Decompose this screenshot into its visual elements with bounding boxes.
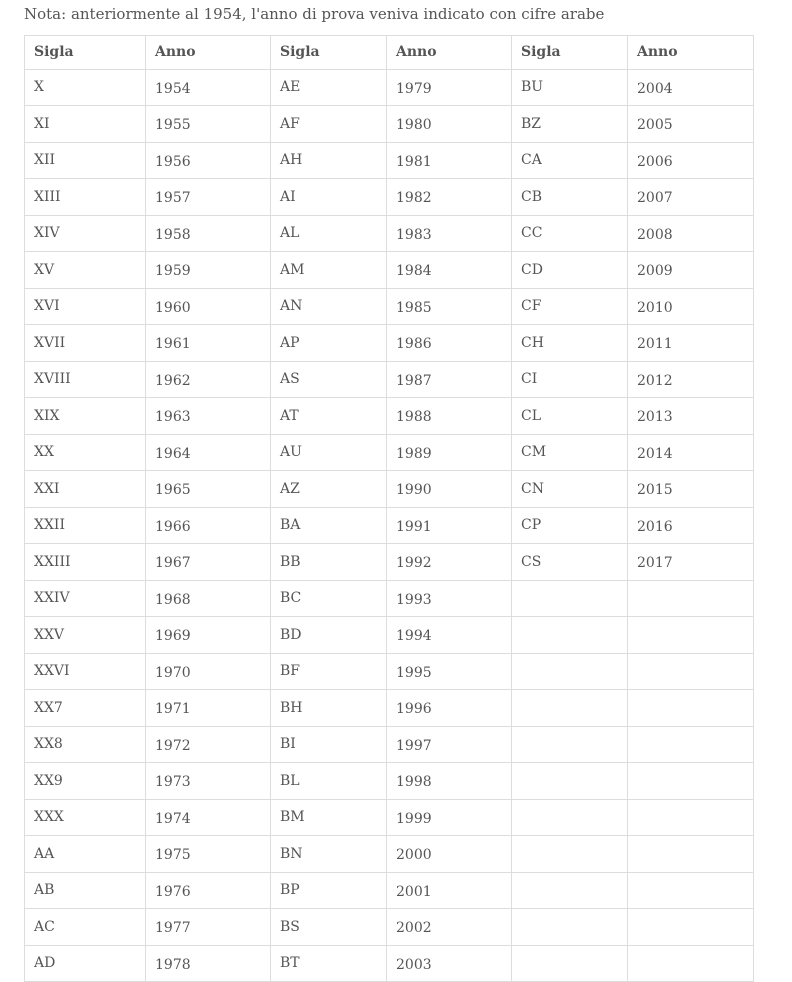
anno-cell: 2002 <box>387 909 512 946</box>
anno-cell: 1986 <box>387 325 512 362</box>
table-row <box>25 836 754 873</box>
anno-cell: 2017 <box>628 544 754 581</box>
anno-cell <box>628 836 754 873</box>
anno-cell: 1995 <box>387 653 512 690</box>
table-header-row <box>25 36 754 70</box>
sigla-cell: AD <box>25 945 146 982</box>
sigla-cell <box>512 690 628 727</box>
sigla-cell: AA <box>25 836 146 873</box>
sigla-cell: BH <box>271 690 387 727</box>
sigla-cell: BZ <box>512 106 628 143</box>
sigla-cell: CH <box>512 325 628 362</box>
sigla-cell: XIX <box>25 398 146 435</box>
anno-cell: 1968 <box>146 580 271 617</box>
sigla-cell <box>512 617 628 654</box>
table-row <box>25 471 754 508</box>
anno-cell: 2013 <box>628 398 754 435</box>
anno-cell: 2007 <box>628 179 754 216</box>
anno-cell <box>628 726 754 763</box>
anno-cell: 1991 <box>387 507 512 544</box>
anno-cell: 1966 <box>146 507 271 544</box>
anno-cell <box>628 763 754 800</box>
sigla-cell: CM <box>512 434 628 471</box>
anno-cell: 1987 <box>387 361 512 398</box>
table-row <box>25 580 754 617</box>
table-body <box>25 69 754 982</box>
anno-cell: 1961 <box>146 325 271 362</box>
sigla-cell: AH <box>271 142 387 179</box>
anno-cell: 1992 <box>387 544 512 581</box>
anno-cell: 2010 <box>628 288 754 325</box>
anno-cell <box>628 945 754 982</box>
anno-cell: 1973 <box>146 763 271 800</box>
sigla-cell: CC <box>512 215 628 252</box>
sigla-cell: AF <box>271 106 387 143</box>
sigla-cell: XIII <box>25 179 146 216</box>
sigla-cell <box>512 726 628 763</box>
sigla-cell: AL <box>271 215 387 252</box>
sigla-cell: XVII <box>25 325 146 362</box>
column-header-anno: Anno <box>387 36 512 70</box>
sigla-cell: BD <box>271 617 387 654</box>
sigla-cell: CN <box>512 471 628 508</box>
table-row <box>25 909 754 946</box>
anno-cell: 1965 <box>146 471 271 508</box>
table-row <box>25 617 754 654</box>
sigla-cell: AT <box>271 398 387 435</box>
anno-cell: 1958 <box>146 215 271 252</box>
table-row <box>25 653 754 690</box>
table-row <box>25 872 754 909</box>
anno-cell <box>628 617 754 654</box>
note-text: Nota: anteriormente al 1954, l'anno di prova veniva indicato con cifre arabe <box>24 5 605 23</box>
table-row <box>25 361 754 398</box>
anno-cell: 2003 <box>387 945 512 982</box>
anno-cell: 1957 <box>146 179 271 216</box>
sigla-cell: AS <box>271 361 387 398</box>
sigla-cell: AI <box>271 179 387 216</box>
sigla-cell: XXVI <box>25 653 146 690</box>
anno-cell: 2008 <box>628 215 754 252</box>
anno-cell: 1975 <box>146 836 271 873</box>
anno-cell: 2009 <box>628 252 754 289</box>
anno-cell: 1956 <box>146 142 271 179</box>
anno-cell: 1982 <box>387 179 512 216</box>
sigla-cell <box>512 763 628 800</box>
table-row <box>25 142 754 179</box>
sigla-cell: CF <box>512 288 628 325</box>
anno-cell <box>628 909 754 946</box>
column-header-sigla: Sigla <box>25 36 146 70</box>
sigla-cell: XX <box>25 434 146 471</box>
table-row <box>25 690 754 727</box>
anno-cell: 2016 <box>628 507 754 544</box>
anno-cell <box>628 653 754 690</box>
anno-cell: 1979 <box>387 69 512 106</box>
anno-cell <box>628 580 754 617</box>
sigla-cell: CI <box>512 361 628 398</box>
sigla-cell <box>512 945 628 982</box>
anno-cell: 1960 <box>146 288 271 325</box>
anno-cell: 2000 <box>387 836 512 873</box>
sigla-cell: BS <box>271 909 387 946</box>
year-code-table <box>24 35 754 982</box>
anno-cell: 2012 <box>628 361 754 398</box>
sigla-cell: CP <box>512 507 628 544</box>
anno-cell: 1971 <box>146 690 271 727</box>
sigla-cell: AP <box>271 325 387 362</box>
sigla-cell: XXIV <box>25 580 146 617</box>
table-row <box>25 507 754 544</box>
sigla-cell: XX8 <box>25 726 146 763</box>
sigla-cell <box>512 799 628 836</box>
sigla-cell: XXIII <box>25 544 146 581</box>
sigla-cell: XXII <box>25 507 146 544</box>
sigla-cell: XX9 <box>25 763 146 800</box>
sigla-cell: CL <box>512 398 628 435</box>
anno-cell: 1981 <box>387 142 512 179</box>
sigla-cell: AB <box>25 872 146 909</box>
anno-cell: 1954 <box>146 69 271 106</box>
sigla-cell <box>512 909 628 946</box>
anno-cell: 1990 <box>387 471 512 508</box>
sigla-cell: XI <box>25 106 146 143</box>
anno-cell: 1996 <box>387 690 512 727</box>
sigla-cell: AC <box>25 909 146 946</box>
anno-cell: 1972 <box>146 726 271 763</box>
anno-cell: 1989 <box>387 434 512 471</box>
sigla-cell: XXX <box>25 799 146 836</box>
anno-cell: 1977 <box>146 909 271 946</box>
anno-cell: 1997 <box>387 726 512 763</box>
table-row <box>25 325 754 362</box>
anno-cell: 2005 <box>628 106 754 143</box>
sigla-cell: BB <box>271 544 387 581</box>
anno-cell <box>628 872 754 909</box>
sigla-cell: BL <box>271 763 387 800</box>
table-row <box>25 544 754 581</box>
sigla-cell: BI <box>271 726 387 763</box>
table-row <box>25 398 754 435</box>
sigla-cell: AU <box>271 434 387 471</box>
anno-cell: 2014 <box>628 434 754 471</box>
column-header-anno: Anno <box>146 36 271 70</box>
sigla-cell: AN <box>271 288 387 325</box>
sigla-cell: XII <box>25 142 146 179</box>
anno-cell: 2006 <box>628 142 754 179</box>
table-row <box>25 434 754 471</box>
anno-cell: 2015 <box>628 471 754 508</box>
sigla-cell: AE <box>271 69 387 106</box>
sigla-cell: CS <box>512 544 628 581</box>
table-row <box>25 106 754 143</box>
sigla-cell <box>512 580 628 617</box>
sigla-cell: BF <box>271 653 387 690</box>
anno-cell: 2011 <box>628 325 754 362</box>
sigla-cell: XIV <box>25 215 146 252</box>
sigla-cell: BN <box>271 836 387 873</box>
anno-cell: 1955 <box>146 106 271 143</box>
anno-cell: 1983 <box>387 215 512 252</box>
sigla-cell: CD <box>512 252 628 289</box>
sigla-cell: CB <box>512 179 628 216</box>
table-row <box>25 945 754 982</box>
anno-cell: 1964 <box>146 434 271 471</box>
sigla-cell <box>512 653 628 690</box>
anno-cell: 1970 <box>146 653 271 690</box>
anno-cell: 1969 <box>146 617 271 654</box>
table-row <box>25 215 754 252</box>
sigla-cell: XV <box>25 252 146 289</box>
anno-cell: 1963 <box>146 398 271 435</box>
table-row <box>25 288 754 325</box>
sigla-cell <box>512 836 628 873</box>
table-row <box>25 763 754 800</box>
anno-cell: 2004 <box>628 69 754 106</box>
anno-cell: 1998 <box>387 763 512 800</box>
anno-cell <box>628 690 754 727</box>
anno-cell: 1988 <box>387 398 512 435</box>
anno-cell: 1959 <box>146 252 271 289</box>
table-row <box>25 179 754 216</box>
anno-cell: 1999 <box>387 799 512 836</box>
anno-cell: 1993 <box>387 580 512 617</box>
table-row <box>25 726 754 763</box>
table-row <box>25 799 754 836</box>
sigla-cell: BP <box>271 872 387 909</box>
sigla-cell: XVIII <box>25 361 146 398</box>
sigla-cell: X <box>25 69 146 106</box>
anno-cell: 1967 <box>146 544 271 581</box>
anno-cell: 1976 <box>146 872 271 909</box>
anno-cell: 1994 <box>387 617 512 654</box>
anno-cell: 1962 <box>146 361 271 398</box>
sigla-cell: BM <box>271 799 387 836</box>
anno-cell: 1978 <box>146 945 271 982</box>
sigla-cell: AZ <box>271 471 387 508</box>
anno-cell: 2001 <box>387 872 512 909</box>
anno-cell: 1974 <box>146 799 271 836</box>
column-header-sigla: Sigla <box>512 36 628 70</box>
sigla-cell: CA <box>512 142 628 179</box>
sigla-cell: BT <box>271 945 387 982</box>
sigla-cell: XXV <box>25 617 146 654</box>
sigla-cell: XXI <box>25 471 146 508</box>
anno-cell: 1980 <box>387 106 512 143</box>
sigla-cell: XX7 <box>25 690 146 727</box>
sigla-cell: BU <box>512 69 628 106</box>
anno-cell: 1984 <box>387 252 512 289</box>
sigla-cell: BC <box>271 580 387 617</box>
sigla-cell: BA <box>271 507 387 544</box>
anno-cell: 1985 <box>387 288 512 325</box>
sigla-cell <box>512 872 628 909</box>
column-header-anno: Anno <box>628 36 754 70</box>
sigla-cell: XVI <box>25 288 146 325</box>
anno-cell <box>628 799 754 836</box>
table-row <box>25 69 754 106</box>
column-header-sigla: Sigla <box>271 36 387 70</box>
table-row <box>25 252 754 289</box>
sigla-cell: AM <box>271 252 387 289</box>
